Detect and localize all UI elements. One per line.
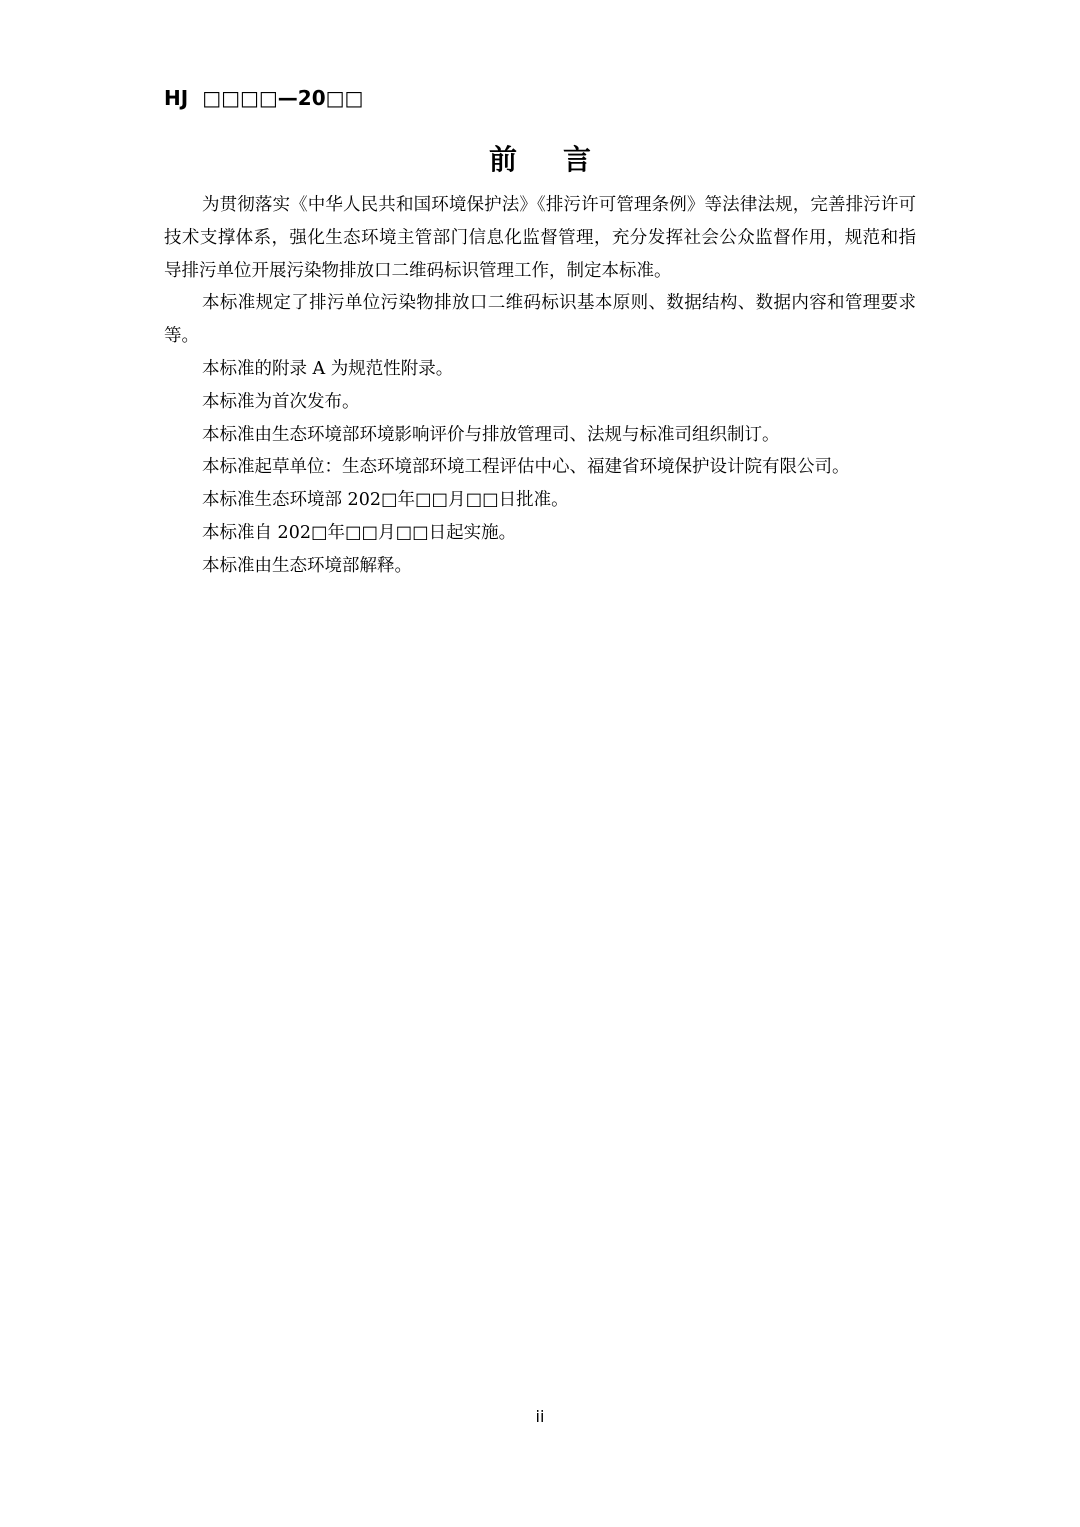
paragraph: 为贯彻落实《中华人民共和国环境保护法》《排污许可管理条例》等法律法规，完善排污许可技术支撑体系，强化生态环境主管部门信息化监督管理，充分发挥社会公众监督作用，规范和指导排污单位开展污染物排放口二维码标识管理工作，制定本标准。 xyxy=(164,195,916,281)
paragraph: 本标准由生态环境部解释。 xyxy=(202,555,412,576)
paragraph: 本标准为首次发布。 xyxy=(202,391,360,412)
standard-number: □□□□—20□□ xyxy=(202,86,364,110)
page-number: ii xyxy=(535,1407,545,1426)
standard-prefix: HJ xyxy=(164,86,189,110)
paragraph: 本标准规定了排污单位污染物排放口二维码标识基本原则、数据结构、数据内容和管理要求等。 xyxy=(164,293,916,347)
paragraph: 本标准的附录 A 为规范性附录。 xyxy=(202,358,454,379)
preface-body xyxy=(164,189,916,583)
paragraph: 本标准起草单位：生态环境部环境工程评估中心、福建省环境保护设计院有限公司。 xyxy=(202,457,850,478)
paragraph: 本标准由生态环境部环境影响评价与排放管理司、法规与标准司组织制订。 xyxy=(202,424,780,445)
paragraph: 本标准生态环境部 202□年□□月□□日批准。 xyxy=(202,490,569,511)
section-title: 前言 xyxy=(488,143,637,176)
standard-code-header xyxy=(164,86,363,110)
paragraph: 本标准自 202□年□□月□□日起实施。 xyxy=(202,522,517,543)
